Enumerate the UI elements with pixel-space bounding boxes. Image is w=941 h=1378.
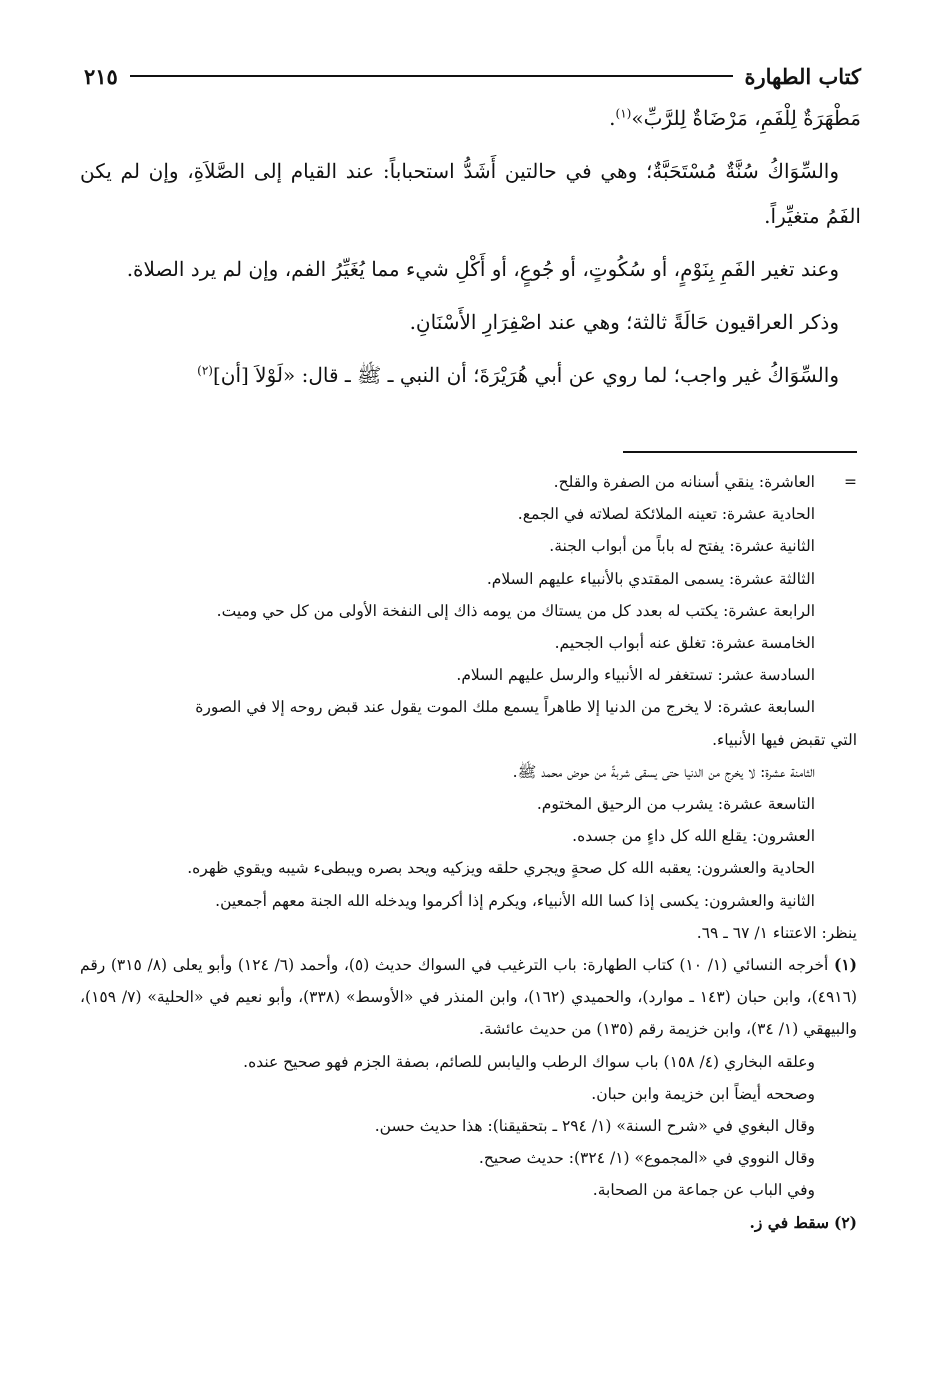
note-line: السادسة عشر: تستغفر له الأنبياء والرسل عليهم السلام. (456, 666, 815, 685)
footnote-1-number: (١) (833, 955, 857, 975)
paragraph-3: وعند تغير الفَمِ بِنَوْمٍ، أو سُكُوتٍ، أو جُوعٍ، أو أَكْلِ شيء مما يُغَيِّرُ الفم، وإن لم يرد الصلاة. (126, 257, 839, 281)
note-line: التي تقبض فيها الأنبياء. (712, 730, 857, 749)
note-line: العاشرة: ينقي أسنانه من الصفرة والقلح. (553, 473, 815, 491)
note-line: الرابعة عشرة: يكتب له بعدد كل من يستاك من يومه ذاك إلى النفخة الأولى من كل حي وميت. (216, 601, 815, 620)
footnote-1-line: وقال البغوي في «شرح السنة» (١/ ٢٩٤ ـ بتحقيقنا): هذا حديث حسن. (374, 1117, 815, 1136)
note-line: العشرون: يقلع الله كل داءٍ من جسده. (572, 827, 815, 846)
note-line: السابعة عشرة: لا يخرج من الدنيا إلا طاهراً يسمع ملك الموت يقول عند قبض روحه إلا في الصورة (195, 698, 815, 717)
note-line: الثامنة عشرة: لا يخرج من الدنيا حتى يسقى شربةً من حوض محمد ﷺ. (512, 762, 815, 781)
main-text (80, 96, 861, 406)
paragraph-5: والسِّوَاكُ غير واجب؛ لما روي عن أبي هُرَيْرَةَ؛ أن النبي ـ ﷺ ـ قال: «لَوْلاَ [أن]$^{(٢)}$ (197, 363, 839, 387)
footnote-1-line: وقال النووي في «المجموع» (١/ ٣٢٤): حديث صحيح. (478, 1149, 815, 1168)
note-line: الثانية عشرة: يفتح له باباً من أبواب الجنة. (549, 537, 815, 556)
paragraph-2: والسِّوَاكُ سُنَّةٌ مُسْتَحَبَّةٌ؛ وهي في حالتين أَشَدُّ استحباباً: عند القيام إلى الصَّلاَةِ، وإن لم يكن الفَمُ متغيِّراً. (80, 159, 861, 228)
footnote-2-number: (٢) (833, 1212, 857, 1232)
page-number: ٢١٥ (84, 63, 118, 89)
footnote-1-line: وفي الباب عن جماعة من الصحابة. (592, 1181, 815, 1200)
chapter-title: كتاب الطهارة (744, 63, 861, 89)
footnote-2 (80, 1207, 857, 1239)
note-line: ينظر: الاعتناء ١/ ٦٧ ـ ٦٩. (696, 923, 857, 942)
note-line: الثالثة عشرة: يسمى المقتدي بالأنبياء عليهم السلام. (486, 569, 815, 588)
note-line: الحادية عشرة: تعينه الملائكة لصلاته في الجمع. (517, 505, 815, 524)
note-line: الحادية والعشرون: يعقبه الله كل صحةٍ ويجري حلقه ويزكيه ويحد بصره ويبطىء شيبه ويقوي ظهره. (187, 859, 815, 878)
note-line: الثانية والعشرون: يكسى إذا كسا الله الأنبياء، ويكرم إذا أكرموا ويدخله الله الجنة معهم أجمعين. (215, 891, 815, 910)
footnote-1-line: وصححه أيضاً ابن خزيمة وابن حبان. (591, 1084, 815, 1103)
continuation-marker: = (844, 473, 857, 491)
footnote-1-text: أخرجه النسائي (١/ ١٠) كتاب الطهارة: باب الترغيب في السواك حديث (٥)، وأحمد (٦/ ١٢٤) وأبو يعلى (٨/ ٣١٥) رقم (٤٩١٦)، وابن حبان (١٤٣ ـ موارد)، والحميدي (١٦٢)، وابن المنذر في «الأوسط» (٣٣٨)، وأبو نعيم في «الحلية» (٧/ ١٥٩)، والبيهقي (١/ ٣٤)، وابن خزيمة رقم (١٣٥) من حديث عائشة. (80, 956, 858, 1039)
paragraph-1: مَطْهَرَةٌ لِلْفَمِ، مَرْضَاةٌ لِلرَّبِّ»$^{(١)}$. (609, 106, 861, 130)
footnotes (80, 466, 857, 1239)
footnote-2-text: سقط في ز. (749, 1212, 830, 1232)
footnote-ref-2[interactable]: (٢) (197, 363, 213, 378)
footnote-1 (80, 949, 857, 1046)
running-header (84, 58, 861, 94)
footnote-ref-1[interactable]: (١) (615, 106, 632, 121)
note-line: الخامسة عشرة: تغلق عنه أبواب الجحيم. (554, 634, 815, 653)
footnote-divider (623, 451, 857, 453)
header-rule (130, 75, 733, 77)
footnote-1-line: وعلقه البخاري (٤/ ١٥٨) باب سواك الرطب واليابس للصائم، بصفة الجزم فهو صحيح عنده. (243, 1052, 815, 1071)
note-line: التاسعة عشرة: يشرب من الرحيق المختوم. (536, 795, 815, 814)
paragraph-4: وذكر العراقيون حَالَةً ثالثة؛ وهي عند اصْفِرَارِ الأَسْنَانِ. (409, 310, 839, 334)
